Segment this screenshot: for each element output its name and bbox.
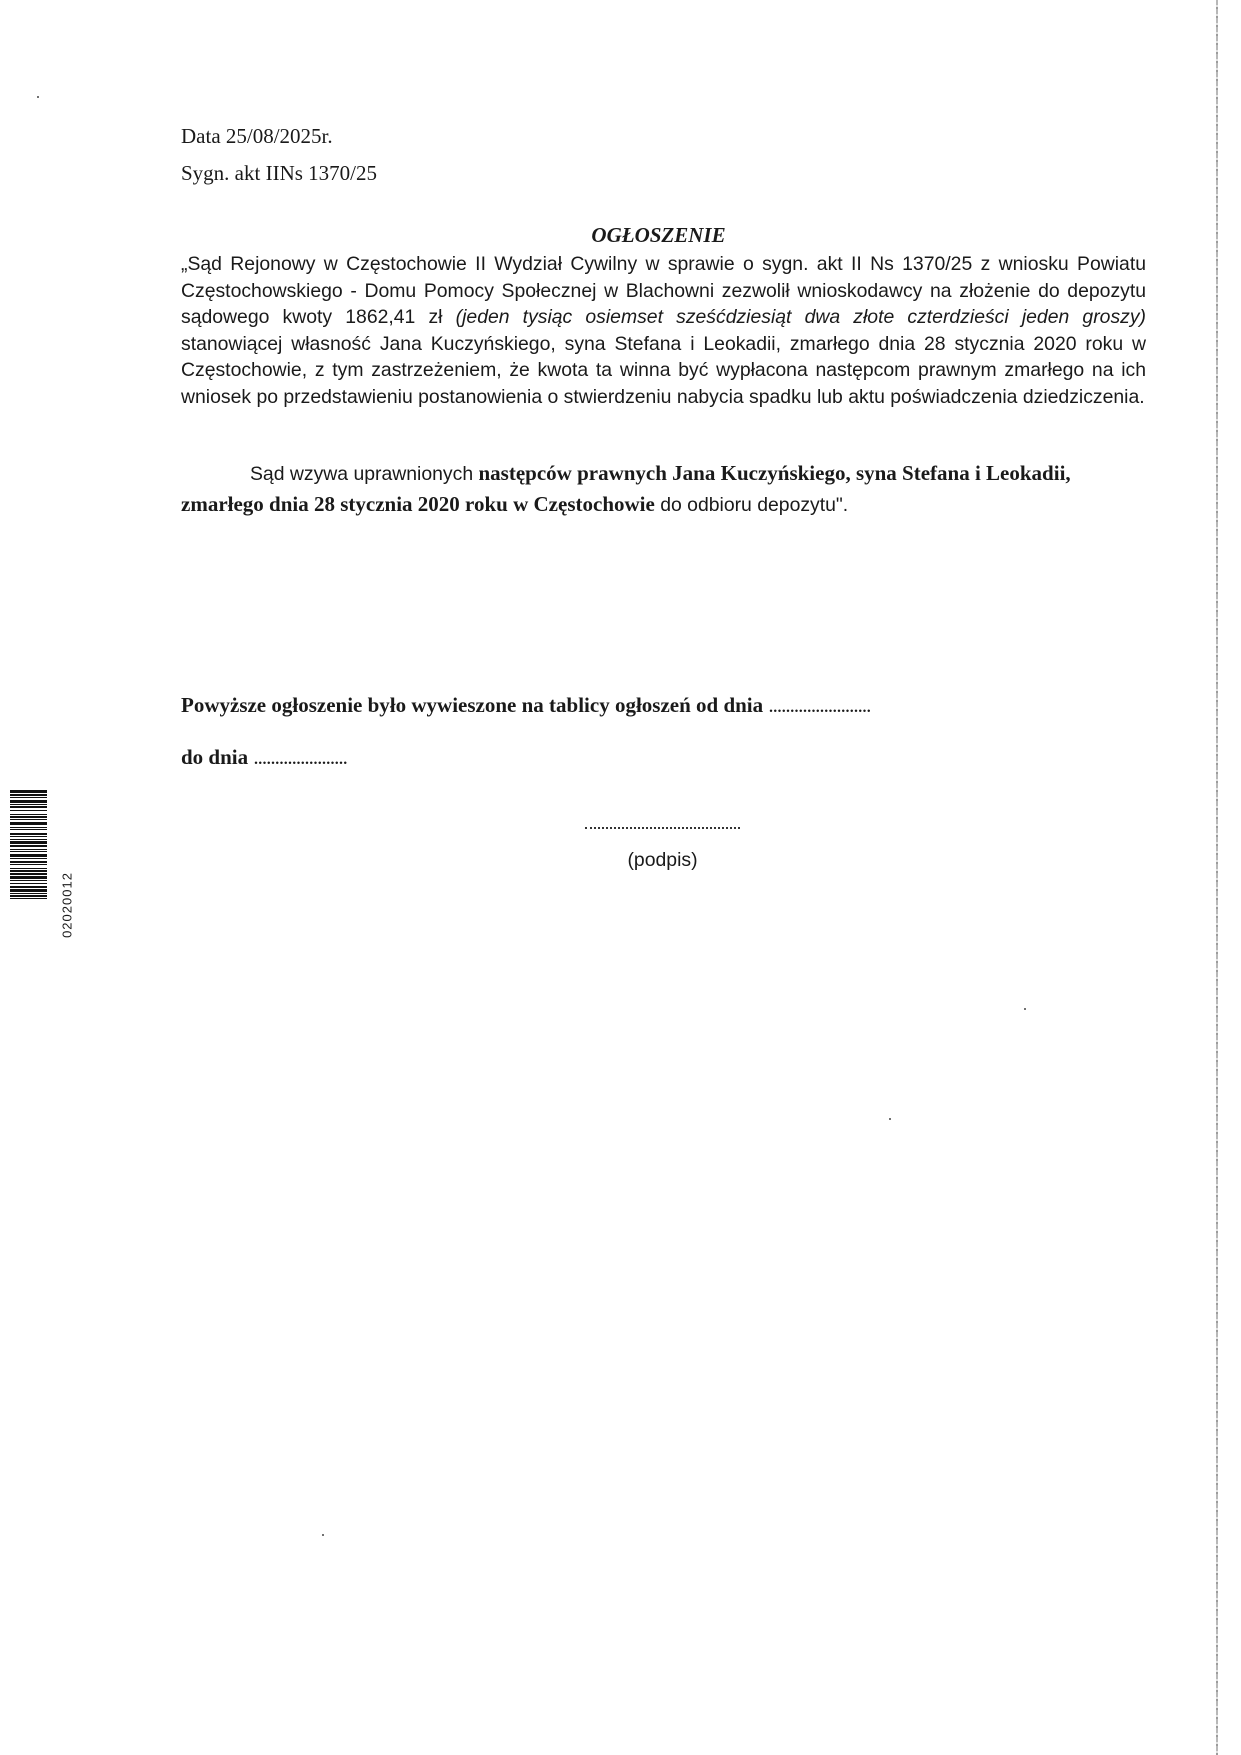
barcode-bar — [10, 797, 47, 798]
case-number: Sygn. akt IINs 1370/25 — [181, 161, 377, 185]
posting-from-blank: ........................ — [768, 693, 871, 717]
barcode-bar — [10, 858, 47, 859]
summons-paragraph — [181, 458, 1151, 520]
barcode-bar — [10, 845, 47, 847]
signature-line — [585, 827, 740, 829]
barcode-bar — [10, 827, 47, 828]
barcode-bar — [10, 810, 47, 811]
posting-to-label: do dnia — [181, 745, 254, 769]
document-date: Data 25/08/2025r. — [181, 124, 333, 148]
summons-heirs: następców prawnych Jana Kuczyńskiego, syna Stefana i Leokadii, zmarłego dnia 28 stycznia 2020 roku w Częstochowie — [181, 461, 1071, 516]
barcode-bar — [10, 839, 47, 840]
notice-title: OGŁOSZENIE — [591, 223, 726, 247]
barcode-bar — [10, 861, 47, 863]
barcode-bar — [10, 833, 47, 835]
barcode — [10, 790, 47, 990]
barcode-bar — [10, 880, 47, 881]
notice-amount-in-words: (jeden tysiąc osiemset sześćdziesiąt dwa złote czterdzieści jeden groszy) — [455, 306, 1146, 328]
barcode-bar — [10, 868, 47, 869]
barcode-bar — [10, 873, 47, 875]
barcode-bar — [10, 864, 47, 865]
barcode-bar — [10, 829, 47, 830]
summons-end: do odbioru depozytu". — [654, 494, 849, 516]
barcode-bar — [10, 814, 47, 815]
barcode-bar — [10, 806, 47, 808]
barcode-bar — [10, 800, 47, 803]
signature-label: (podpis) — [627, 849, 698, 871]
barcode-bar — [10, 822, 47, 825]
barcode-bar — [10, 804, 47, 805]
barcode-bar — [10, 889, 47, 892]
scan-speck — [322, 1534, 324, 1536]
posting-to-blank: ...................... — [253, 745, 347, 769]
barcode-bar — [10, 870, 47, 872]
barcode-bar — [10, 893, 47, 894]
scan-speck — [37, 96, 39, 98]
barcode-bar — [10, 849, 47, 850]
summons-intro: Sąd wzywa uprawnionych — [250, 463, 479, 485]
barcode-bar — [10, 854, 47, 857]
posting-from-line — [181, 691, 870, 719]
barcode-bar — [10, 816, 47, 818]
barcode-bar — [10, 836, 47, 837]
scan-speck — [1024, 1008, 1026, 1010]
barcode-number: 02020012 — [59, 872, 75, 938]
notice-body-part2: stanowiącej własność Jana Kuczyńskiego, syna Stefana i Leokadii, zmarłego dnia 28 stycznia 2020 roku w Częstochowie, z tym zastrzeżeniem, że kwota ta winna być wypłacona następcom prawnym zmarłego na ich wniosek po przedstawieniu postanowienia o stwierdzeniu nabycia spadku lub aktu poświadczenia dziedziczenia. — [181, 332, 1146, 408]
barcode-bar — [10, 886, 47, 888]
barcode-bar — [10, 841, 47, 844]
scan-edge-line — [1216, 0, 1218, 1755]
barcode-bar — [10, 794, 47, 796]
posting-from-label: Powyższe ogłoszenie było wywieszone na tablicy ogłoszeń od dnia — [181, 693, 769, 717]
barcode-bar — [10, 883, 47, 884]
notice-body — [181, 251, 1146, 410]
barcode-bar — [10, 895, 47, 897]
barcode-bar — [10, 898, 47, 899]
barcode-bar — [10, 790, 47, 793]
scan-speck — [889, 1118, 891, 1120]
barcode-bar — [10, 876, 47, 879]
notice-body-part1: „Sąd Rejonowy w Częstochowie II Wydział Cywilny w sprawie o sygn. akt II Ns 1370/25 z wniosku Powiatu Częstochowskiego - Domu Pomocy Społecznej w Blachowni zezwolił wnioskodawcy na złożenie do depozytu sądowego kwoty 1862,41 zł — [181, 253, 1146, 328]
posting-to-line — [181, 743, 347, 771]
barcode-bar — [10, 851, 47, 852]
barcode-bar — [10, 819, 47, 820]
